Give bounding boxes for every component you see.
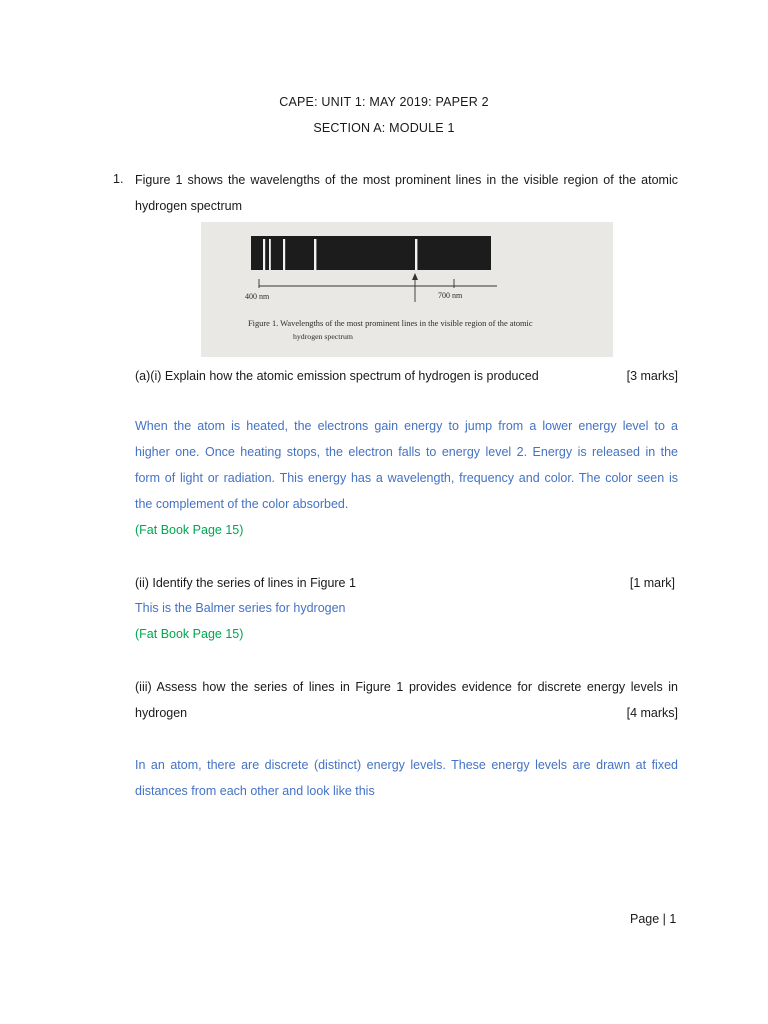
spectral-line xyxy=(283,239,285,270)
reference-note: (Fat Book Page 15) xyxy=(135,627,244,641)
part-a-iii-marks: [4 marks] xyxy=(626,706,678,720)
part-a-iii-answer xyxy=(135,752,678,804)
part-a-iii-prompt-line2: hydrogen xyxy=(135,706,188,720)
spectrum-figure-svg xyxy=(201,222,613,357)
part-a-ii-marks: [1 mark] xyxy=(629,576,675,590)
part-a-iii-prompt-row xyxy=(135,700,678,726)
part-a-i-prompt-row xyxy=(135,367,678,385)
answer-line: higher one. Once heating stops, the electron falls to energy level 2. Energy is released in the xyxy=(135,445,678,459)
figure-caption-line2: hydrogen spectrum xyxy=(293,332,353,341)
answer-line: When the atom is heated, the electrons gain energy to jump from a lower energy level to a xyxy=(135,419,678,433)
spectrum-band xyxy=(251,236,491,270)
spectral-line xyxy=(415,239,417,270)
answer-line: form of light or radiation. This energy has a wavelength, frequency and color. The color seen is xyxy=(135,471,678,485)
reference-note: (Fat Book Page 15) xyxy=(135,523,244,537)
answer-line: the complement of the color absorbed. xyxy=(135,497,349,511)
part-a-ii-answer: This is the Balmer series for hydrogen xyxy=(135,601,346,615)
part-a-i-prompt: (a)(i) Explain how the atomic emission spectrum of hydrogen is produced xyxy=(135,369,539,383)
part-a-iii-prompt-line1: (iii) Assess how the series of lines in Figure 1 provides evidence for discrete energy levels in xyxy=(135,680,678,694)
label-700: 700 nm xyxy=(438,291,463,300)
page-number: Page | 1 xyxy=(630,912,677,926)
question-stem-line: hydrogen spectrum xyxy=(135,199,243,213)
part-a-iii-prompt xyxy=(135,674,678,726)
answer-line: In an atom, there are discrete (distinct) energy levels. These energy levels are drawn at fixed xyxy=(135,758,678,772)
question-number: 1. xyxy=(113,172,124,186)
part-a-i-marks: [3 marks] xyxy=(626,369,678,383)
spectral-line xyxy=(269,239,271,270)
section-title: SECTION A: MODULE 1 xyxy=(313,121,455,135)
spectrum-figure xyxy=(201,222,613,357)
marker-arrow-icon xyxy=(412,273,418,280)
spectral-line xyxy=(263,239,265,270)
part-a-ii-prompt: (ii) Identify the series of lines in Figure 1 xyxy=(135,576,356,590)
figure-caption-line1: Figure 1. Wavelengths of the most prominent lines in the visible region of the atomic xyxy=(248,319,533,328)
label-400: 400 nm xyxy=(245,292,270,301)
exam-title: CAPE: UNIT 1: MAY 2019: PAPER 2 xyxy=(279,95,489,109)
answer-line: distances from each other and look like this xyxy=(135,784,375,798)
spectral-line xyxy=(314,239,316,270)
part-a-ii-prompt-row xyxy=(135,574,675,592)
question-stem-line: Figure 1 shows the wavelengths of the most prominent lines in the visible region of the atomic xyxy=(135,173,678,187)
question-stem xyxy=(135,167,678,219)
part-a-i-answer xyxy=(135,413,678,543)
part-a-ii-answer-block xyxy=(135,595,678,647)
